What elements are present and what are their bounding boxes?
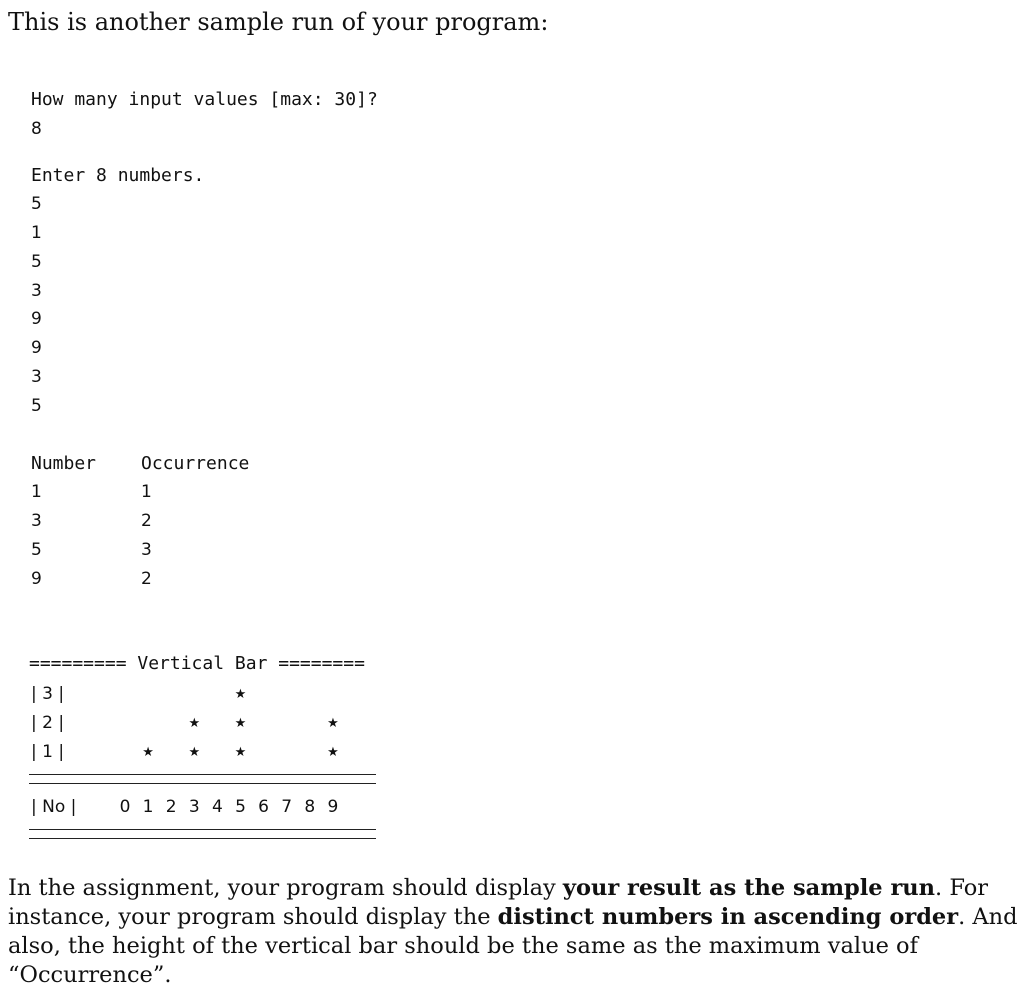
axis-digit: 0 bbox=[119, 797, 131, 817]
note-text: In the assignment, your program should display bbox=[8, 875, 563, 901]
bar-star: ★ bbox=[142, 745, 154, 760]
bar-star: ★ bbox=[327, 716, 339, 731]
prompt-count: How many input values [max: 30]? bbox=[31, 89, 378, 110]
table-cell-number: 9 bbox=[31, 569, 42, 589]
count-value: 8 bbox=[31, 119, 42, 139]
table-cell-number: 5 bbox=[31, 540, 42, 560]
table-cell-occurrence: 2 bbox=[141, 511, 152, 531]
input-number: 3 bbox=[31, 367, 42, 387]
bar-star: ★ bbox=[188, 745, 201, 760]
note-text: . And also, the height of the vertical bar should be the same as the maximum value of “Occurrence”. bbox=[8, 904, 1018, 988]
bar-row-label: | 1 | bbox=[31, 742, 65, 762]
axis-digit: 5 bbox=[235, 797, 246, 817]
table-cell-number: 3 bbox=[31, 511, 42, 531]
axis-digit: 8 bbox=[304, 797, 316, 817]
table-header-number: Number bbox=[31, 453, 97, 474]
input-number: 3 bbox=[31, 281, 42, 301]
bar-star: ★ bbox=[234, 716, 247, 731]
axis-label: | No | bbox=[31, 797, 77, 817]
bar-row-label: | 2 | bbox=[31, 713, 65, 733]
axis-digit: 4 bbox=[211, 797, 223, 817]
bar-star: ★ bbox=[234, 745, 247, 760]
table-cell-occurrence: 1 bbox=[141, 482, 152, 502]
input-number: 9 bbox=[31, 338, 42, 358]
separator-rule bbox=[29, 774, 376, 784]
input-number: 5 bbox=[31, 396, 42, 416]
bar-star: ★ bbox=[188, 716, 201, 731]
axis-digit: 3 bbox=[188, 797, 200, 817]
axis-digit: 1 bbox=[142, 797, 154, 817]
input-number: 1 bbox=[31, 223, 42, 243]
axis-digit: 2 bbox=[165, 797, 177, 817]
bar-star: ★ bbox=[327, 745, 339, 760]
table-header-occurrence: Occurrence bbox=[141, 453, 250, 474]
input-number: 5 bbox=[31, 194, 42, 214]
axis-digit: 9 bbox=[327, 797, 339, 817]
bar-row-label: | 3 | bbox=[31, 684, 65, 704]
note-text: . For instance, your program should display the bbox=[8, 875, 989, 930]
table-cell-occurrence: 3 bbox=[141, 540, 152, 560]
axis-digit: 6 bbox=[258, 797, 269, 817]
intro-text: This is another sample run of your program: bbox=[8, 8, 549, 36]
prompt-numbers: Enter 8 numbers. bbox=[31, 165, 205, 186]
table-cell-occurrence: 2 bbox=[141, 569, 152, 589]
input-number: 5 bbox=[31, 252, 42, 272]
table-cell-number: 1 bbox=[31, 482, 42, 502]
vertical-bar-title: ========= Vertical Bar ======== bbox=[29, 653, 365, 674]
axis-digit: 7 bbox=[281, 797, 293, 817]
bar-star: ★ bbox=[234, 687, 247, 702]
input-number: 9 bbox=[31, 309, 42, 329]
separator-rule bbox=[29, 829, 376, 839]
note-emphasis: distinct numbers in ascending order bbox=[497, 904, 959, 930]
note-emphasis: your result as the sample run bbox=[562, 875, 936, 901]
